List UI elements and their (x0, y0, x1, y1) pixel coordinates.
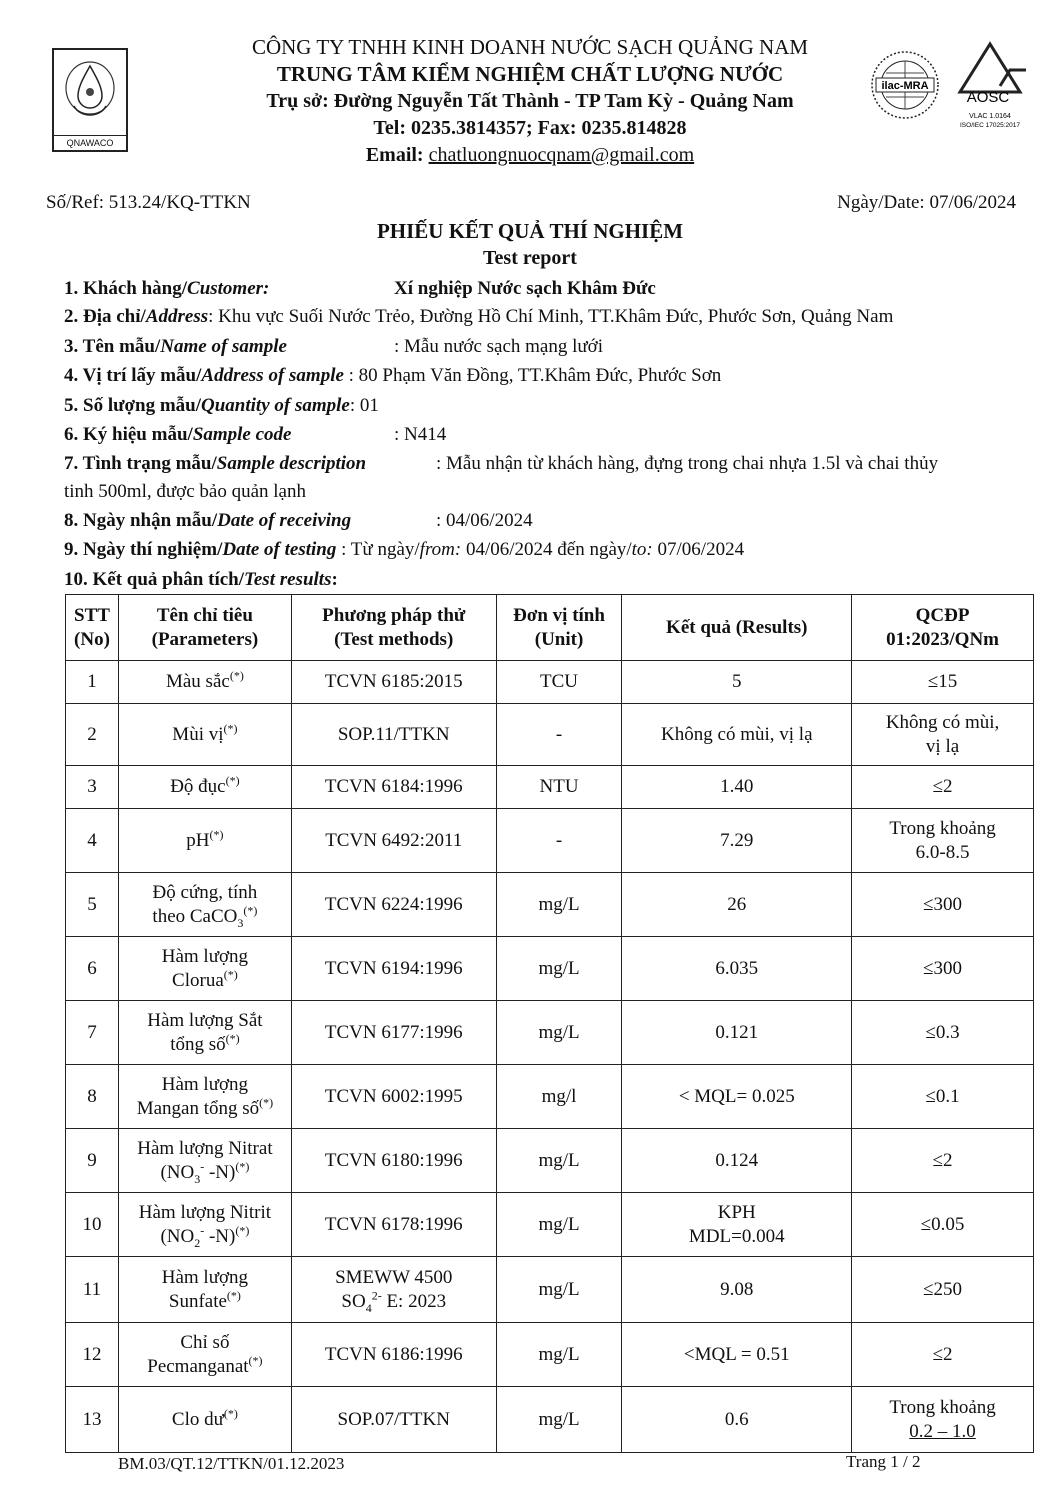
email-label: Email: (365, 144, 424, 166)
code-label-en: Sample code (192, 424, 292, 445)
qty-value: : 01 (349, 395, 379, 416)
cell-unit: mg/L (496, 873, 622, 937)
cell-result: Không có mùi, vị lạ (622, 704, 852, 766)
cell-standard: ≤250 (852, 1257, 1034, 1323)
field-date-receiving (64, 509, 533, 533)
table-row (66, 1323, 1034, 1387)
address-label: 2. Địa chỉ/ (64, 306, 146, 327)
cell-standard: Không có mùi, vị lạ (852, 704, 1034, 766)
results-label-en: Test results (244, 569, 332, 590)
cell-method: TCVN 6224:1996 (291, 873, 496, 937)
water-drop-logo-icon (60, 56, 120, 134)
cell-param: Hàm lượng Sunfate(*) (118, 1257, 291, 1323)
cell-method: TCVN 6002:1995 (291, 1065, 496, 1129)
email-line (150, 142, 910, 169)
cell-param: Độ đục(*) (118, 766, 291, 809)
cell-param: Hàm lượng Mangan tổng số(*) (118, 1065, 291, 1129)
test-value-c: 07/06/2024 (652, 539, 745, 560)
name-label-en: Name of sample (160, 336, 287, 357)
cell-unit: TCU (496, 661, 622, 704)
address-label-en: Address (145, 306, 209, 327)
table-row (66, 1193, 1034, 1257)
cell-result: 7.29 (622, 809, 852, 873)
field-sample-code (64, 423, 447, 447)
table-row (66, 1387, 1034, 1453)
test-value-b: 04/06/2024 đến ngày/ (461, 539, 632, 560)
cell-param: pH(*) (118, 809, 291, 873)
field-sample-name (64, 335, 604, 359)
company-logo (52, 48, 128, 152)
code-label: 6. Ký hiệu mẫu/ (64, 424, 193, 445)
loc-label: 4. Vị trí lấy mẫu/ (64, 365, 202, 386)
field-sample-description-cont (64, 480, 306, 504)
header-result: Kết quả (Results) (622, 595, 852, 661)
customer-value: Xí nghiệp Nước sạch Khâm Đức (394, 278, 656, 299)
results-label: 10. Kết quả phân tích/ (64, 569, 245, 590)
customer-label-en: Customer: (187, 278, 270, 299)
cell-unit: mg/L (496, 1387, 622, 1453)
table-row (66, 766, 1034, 809)
table-header-row (66, 595, 1034, 661)
cell-param: Hàm lượng Sắt tổng số(*) (118, 1001, 291, 1065)
name-value: : Mẫu nước sạch mạng lưới (394, 336, 604, 357)
recv-label: 8. Ngày nhận mẫu/ (64, 510, 218, 531)
cell-result: 6.035 (622, 937, 852, 1001)
desc-label: 7. Tình trạng mẫu/ (64, 453, 217, 474)
company-name: CÔNG TY TNHH KINH DOANH NƯỚC SẠCH QUẢNG NAM (251, 35, 809, 59)
cell-unit: mg/l (496, 1065, 622, 1129)
cell-result: 9.08 (622, 1257, 852, 1323)
cell-no: 3 (66, 766, 119, 809)
cell-param: Hàm lượng Nitrat ($NO_3^-$ -N)(*) (118, 1129, 291, 1193)
code-value: : N414 (394, 424, 447, 445)
cell-no: 7 (66, 1001, 119, 1065)
cell-result: <MQL = 0.51 (622, 1323, 852, 1387)
page-number: Trang 1 / 2 (846, 1452, 921, 1471)
qty-label-en: Quantity of sample (201, 395, 350, 416)
desc-label-en: Sample description (216, 453, 367, 474)
recv-value: : 04/06/2024 (436, 510, 533, 531)
customer-label: 1. Khách hàng/ (64, 278, 188, 299)
cell-standard: ≤0.3 (852, 1001, 1034, 1065)
cell-result: 1.40 (622, 766, 852, 809)
report-date: Ngày/Date: 07/06/2024 (837, 192, 1016, 213)
field-date-testing (64, 538, 744, 562)
cell-no: 11 (66, 1257, 119, 1323)
cell-param: Độ cứng, tính theo CaCO$_3$(*) (118, 873, 291, 937)
desc-value-2: tinh 500ml, được bảo quản lạnh (64, 481, 306, 502)
aosc-vlac: VLAC 1.0164 (969, 113, 1011, 120)
cell-method: SMEWW 4500 $SO_4^{2-}$ E: 2023 (291, 1257, 496, 1323)
cell-result: 0.6 (622, 1387, 852, 1453)
cell-method: TCVN 6492:2011 (291, 809, 496, 873)
cell-param: Hàm lượng Nitrit ($NO_2^-$ -N)(*) (118, 1193, 291, 1257)
address-value: : Khu vực Suối Nước Trẻo, Đường Hồ Chí Minh, TT.Khâm Đức, Phước Sơn, Quảng Nam (208, 306, 894, 327)
cell-result: 0.124 (622, 1129, 852, 1193)
cell-no: 10 (66, 1193, 119, 1257)
field-sample-location (64, 364, 721, 388)
cell-method: TCVN 6184:1996 (291, 766, 496, 809)
name-label: 3. Tên mẫu/ (64, 336, 161, 357)
ref-number: Số/Ref: 513.24/KQ-TTKN (46, 192, 251, 213)
header-param: Tên chỉ tiêu (Parameters) (118, 595, 291, 661)
header-standard: QCĐP 01:2023/QNm (852, 595, 1034, 661)
cell-result: 5 (622, 661, 852, 704)
cell-standard: ≤2 (852, 1129, 1034, 1193)
cell-no: 13 (66, 1387, 119, 1453)
cell-result: 26 (622, 873, 852, 937)
cell-standard: Trong khoảng 0.2 – 1.0 (852, 1387, 1034, 1453)
cell-unit: mg/L (496, 1129, 622, 1193)
results-colon: : (331, 569, 338, 590)
cell-no: 6 (66, 937, 119, 1001)
ilac-text: ilac-MRA (881, 80, 929, 92)
table-row (66, 809, 1034, 873)
cell-standard: ≤0.1 (852, 1065, 1034, 1129)
test-label: 9. Ngày thí nghiệm/ (64, 539, 223, 560)
cell-standard: ≤2 (852, 1323, 1034, 1387)
cell-unit: NTU (496, 766, 622, 809)
table-row (66, 1129, 1034, 1193)
field-customer (64, 277, 656, 301)
cell-unit: - (496, 809, 622, 873)
cell-method: TCVN 6185:2015 (291, 661, 496, 704)
aosc-text: AOSC (966, 89, 1010, 106)
field-address (64, 305, 893, 329)
cell-method: TCVN 6186:1996 (291, 1323, 496, 1387)
cell-no: 9 (66, 1129, 119, 1193)
email-link[interactable]: chatluongnuocqnam@gmail.com (428, 144, 695, 166)
table-row (66, 1001, 1034, 1065)
table-row (66, 704, 1034, 766)
cell-method: TCVN 6177:1996 (291, 1001, 496, 1065)
recv-label-en: Date of receiving (217, 510, 352, 531)
cell-param: Clo dư(*) (118, 1387, 291, 1453)
cell-result: < MQL= 0.025 (622, 1065, 852, 1129)
cell-no: 8 (66, 1065, 119, 1129)
report-title (0, 218, 1060, 272)
table-row (66, 1257, 1034, 1323)
cell-method: TCVN 6178:1996 (291, 1193, 496, 1257)
form-code: BM.03/QT.12/TTKN/01.12.2023 (118, 1454, 345, 1473)
desc-value: : Mẫu nhận từ khách hàng, đựng trong chai nhựa 1.5l và chai thủy (436, 453, 939, 474)
table-row (66, 661, 1034, 704)
aosc-triangle-icon (950, 40, 1030, 132)
cell-unit: mg/L (496, 1323, 622, 1387)
center-name: TRUNG TÂM KIỂM NGHIỆM CHẤT LƯỢNG NƯỚC (276, 62, 784, 86)
ilac-mra-logo (868, 48, 942, 122)
title-en: Test report (483, 247, 577, 269)
field-test-results (64, 568, 338, 592)
test-value-a: : Từ ngày/ (341, 539, 420, 560)
cell-no: 5 (66, 873, 119, 937)
header-method: Phương pháp thử (Test methods) (291, 595, 496, 661)
cell-unit: - (496, 704, 622, 766)
header-block (150, 34, 910, 169)
address-line: Trụ sở: Đường Nguyễn Tất Thành - TP Tam Kỳ - Quảng Nam (266, 90, 794, 112)
cell-method: SOP.07/TTKN (291, 1387, 496, 1453)
cell-param: Chỉ số Pecmanganat(*) (118, 1323, 291, 1387)
header-unit: Đơn vị tính (Unit) (496, 595, 622, 661)
test-label-en: Date of testing (222, 539, 337, 560)
cell-standard: Trong khoảng 6.0-8.5 (852, 809, 1034, 873)
cell-method: TCVN 6180:1996 (291, 1129, 496, 1193)
field-quantity (64, 394, 379, 418)
table-row (66, 873, 1034, 937)
cell-result: 0.121 (622, 1001, 852, 1065)
cell-result: KPH MDL=0.004 (622, 1193, 852, 1257)
title-vi: PHIẾU KẾT QUẢ THÍ NGHIỆM (376, 219, 684, 243)
table-row (66, 1065, 1034, 1129)
phone-line: Tel: 0235.3814357; Fax: 0235.814828 (373, 117, 687, 139)
cell-param: Hàm lượng Clorua(*) (118, 937, 291, 1001)
cell-method: SOP.11/TTKN (291, 704, 496, 766)
field-sample-description (64, 452, 939, 476)
cell-param: Mùi vị(*) (118, 704, 291, 766)
ref-line (46, 192, 1016, 214)
test-value-to: to: (631, 539, 653, 560)
cell-no: 4 (66, 809, 119, 873)
results-table (65, 594, 1034, 1453)
cell-no: 1 (66, 661, 119, 704)
cell-standard: ≤2 (852, 766, 1034, 809)
cell-method: TCVN 6194:1996 (291, 937, 496, 1001)
cell-standard: ≤300 (852, 873, 1034, 937)
aosc-iso: ISO/IEC 17025:2017 (960, 122, 1020, 129)
loc-value: : 80 Phạm Văn Đồng, TT.Khâm Đức, Phước Sơn (348, 365, 722, 386)
cell-standard: ≤15 (852, 661, 1034, 704)
cell-no: 2 (66, 704, 119, 766)
cell-param: Màu sắc(*) (118, 661, 291, 704)
loc-label-en: Address of sample (201, 365, 344, 386)
qty-label: 5. Số lượng mẫu/ (64, 395, 202, 416)
header-no: STT (No) (66, 595, 119, 661)
cell-unit: mg/L (496, 1257, 622, 1323)
cell-no: 12 (66, 1323, 119, 1387)
cell-standard: ≤0.05 (852, 1193, 1034, 1257)
ilac-globe-icon (868, 48, 942, 122)
cell-unit: mg/L (496, 1001, 622, 1065)
cell-unit: mg/L (496, 937, 622, 1001)
test-value-from: from: (419, 539, 462, 560)
cell-standard: ≤300 (852, 937, 1034, 1001)
logo-caption: QNAWACO (54, 135, 126, 148)
cell-unit: mg/L (496, 1193, 622, 1257)
table-row (66, 937, 1034, 1001)
aosc-logo (950, 40, 1030, 132)
